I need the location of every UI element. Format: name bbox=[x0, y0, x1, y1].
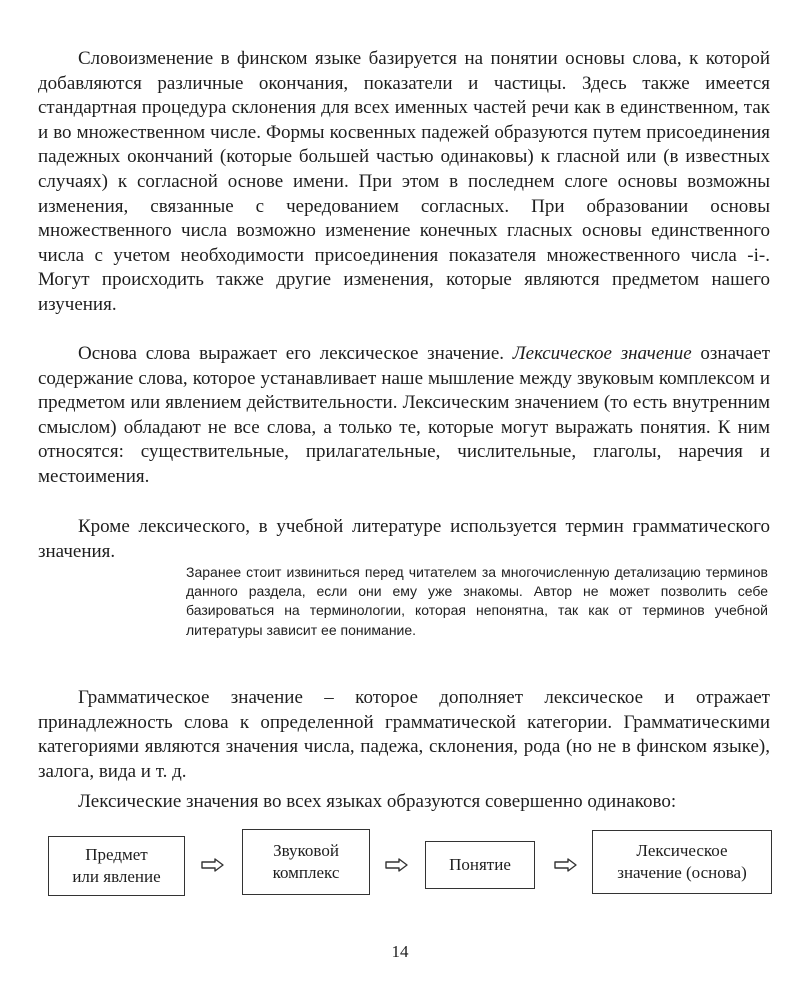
paragraph-lexical-meaning bbox=[38, 342, 770, 490]
box1-line2: или явление bbox=[72, 867, 161, 886]
diagram-box-concept bbox=[425, 841, 535, 889]
box1-line1: Предмет bbox=[85, 845, 148, 864]
box4-line2: значение (основа) bbox=[617, 863, 747, 882]
diagram-box-sound-complex bbox=[242, 829, 370, 895]
p2-text-before: Основа слова выражает его лексическое значение. bbox=[78, 343, 513, 364]
diagram-box-object bbox=[48, 836, 185, 896]
paragraph-grammatical-term: Кроме лексического, в учебной литературе используется термин грамматического значения. bbox=[38, 516, 770, 562]
box4-line1: Лексическое bbox=[636, 841, 728, 860]
arrow-right-icon bbox=[201, 858, 225, 872]
term-lexical-meaning: Лексическое значение bbox=[512, 343, 692, 364]
arrow-right-icon bbox=[554, 858, 578, 872]
paragraph-grammatical-meaning: Грамматическое значение – которое дополняет лексическое и отражает принадлежность слова к определенной грамматической категории. Грамматическими категориями являются значения числа, падежа, склонения, рода (но не в финском языке), залога, вида и т. д. bbox=[38, 687, 770, 782]
box2-line2: комплекс bbox=[272, 863, 340, 882]
p2-text-after: означает содержание слова, которое устанавливает наше мышление между звуковым комплексом и предметом или явлением действительности. Лексическим значением (то есть внутренним смыслом) обладают не все слова, а только те, которые могут выражать понятия. К ним относятся: существительные, прилагательные, числительные, глаголы, наречия и местоимения. bbox=[38, 343, 771, 487]
page-number: 14 bbox=[391, 942, 409, 961]
paragraph-diagram-intro: Лексические значения во всех языках образуются совершенно одинаково: bbox=[78, 791, 677, 812]
box3-line1: Понятие bbox=[449, 855, 511, 874]
diagram-box-lexical-meaning bbox=[592, 830, 772, 894]
box2-line1: Звуковой bbox=[273, 841, 339, 860]
arrow-right-icon bbox=[385, 858, 409, 872]
paragraph-inflection: Словоизменение в финском языке базируется на понятии основы слова, к которой добавляются различные окончания, показатели и частицы. Здесь также имеется стандартная процедура склонения для всех именных частей речи как в единственном, так и во множественном числе. Формы косвенных падежей образуются путем присоединения падежных окончаний (которые большей частью одинаковы) к гласной или (в известных случаях) к согласной основе имени. При этом в последнем слоге основы возможны изменения, связанные с чередованием согласных. При образовании основы множественного числа возможно изменение конечных гласных основы единственного числа с учетом необходимости присоединения показателя множественного числа -i-. Могут происходить также другие изменения, которые являются предметом нашего изучения. bbox=[38, 48, 770, 315]
author-note: Заранее стоит извиниться перед читателем за многочисленную детализацию терминов данного раздела, если они ему уже знакомы. Автор не может позволить себе базироваться на терминологии, которая непонятна, так как от терминов учебной литературы зависит ее понимание. bbox=[186, 564, 768, 638]
